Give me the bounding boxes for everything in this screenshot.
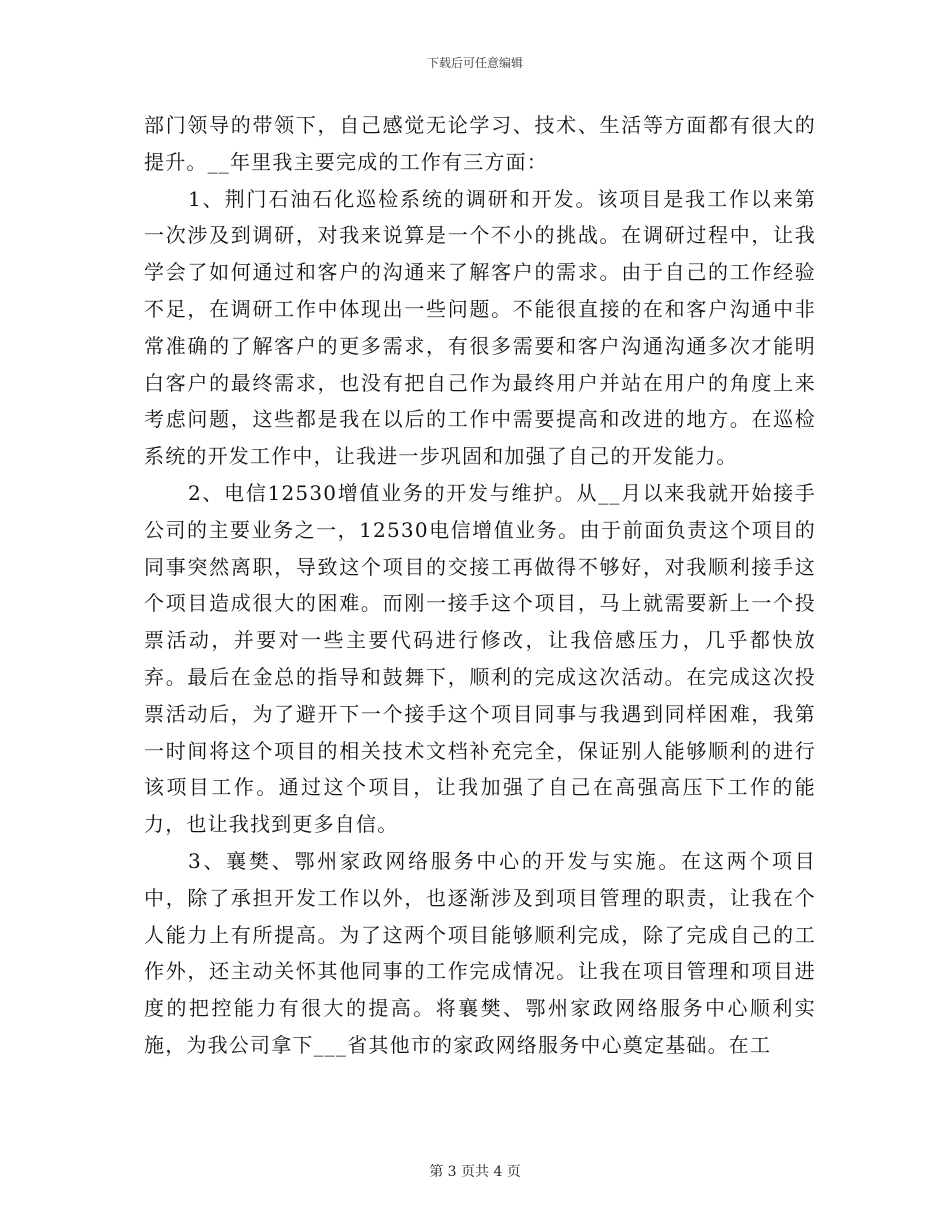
page-footer: 第 3 页共 4 页 [429, 1164, 521, 1180]
document-body [144, 107, 816, 1064]
paragraph-item-2: 2、电信12530增值业务的开发与维护。从__月以来我就开始接手公司的主要业务之一，12530电信增值业务。由于前面负责这个项目的同事突然离职，导致这个项目的交接工再做得不够好，对我顺利接手这个项目造成很大的困难。而刚一接手这个项目，马上就需要新上一个投票活动，并要对一些主要代码进行修改，让我倍感压力，几乎都快放弃。最后在金总的指导和鼓舞下，顺利的完成这次活动。在完成这次投票活动后，为了避开下一个接手这个项目同事与我遇到同样困难，我第一时间将这个项目的相关技术文档补充完全，保证别人能够顺利的进行该项目工作。通过这个项目，让我加强了自己在高强高压下工作的能力，也让我找到更多自信。 [144, 480, 816, 837]
page-header: 下载后可任意编辑 [426, 56, 523, 70]
paragraph-item-3: 3、襄樊、鄂州家政网络服务中心的开发与实施。在这两个项目中，除了承担开发工作以外，也逐渐涉及到项目管理的职责，让我在个人能力上有所提高。为了这两个项目能够顺利完成，除了完成自己的工作外，还主动关怀其他同事的工作完成情况。让我在项目管理和项目进度的把控能力有很大的提高。将襄樊、鄂州家政网络服务中心顺利实施，为我公司拿下___省其他市的家政网络服务中心奠定基础。在工 [144, 848, 816, 1057]
paragraph-item-1: 1、荆门石油石化巡检系统的调研和开发。该项目是我工作以来第一次涉及到调研，对我来说算是一个不小的挑战。在调研过程中，让我学会了如何通过和客户的沟通来了解客户的需求。由于自己的工作经验不足，在调研工作中体现出一些问题。不能很直接的在和客户沟通中非常准确的了解客户的更多需求，有很多需要和客户沟通沟通多次才能明白客户的最终需求，也没有把自己作为最终用户并站在用户的角度上来考虑问题，这些都是我在以后的工作中需要提高和改进的地方。在巡检系统的开发工作中，让我进一步巩固和加强了自己的开发能力。 [144, 186, 816, 469]
paragraph-continuation: 部门领导的带领下，自己感觉无论学习、技术、生活等方面都有很大的提升。__年里我主要完成的工作有三方面： [144, 113, 816, 174]
